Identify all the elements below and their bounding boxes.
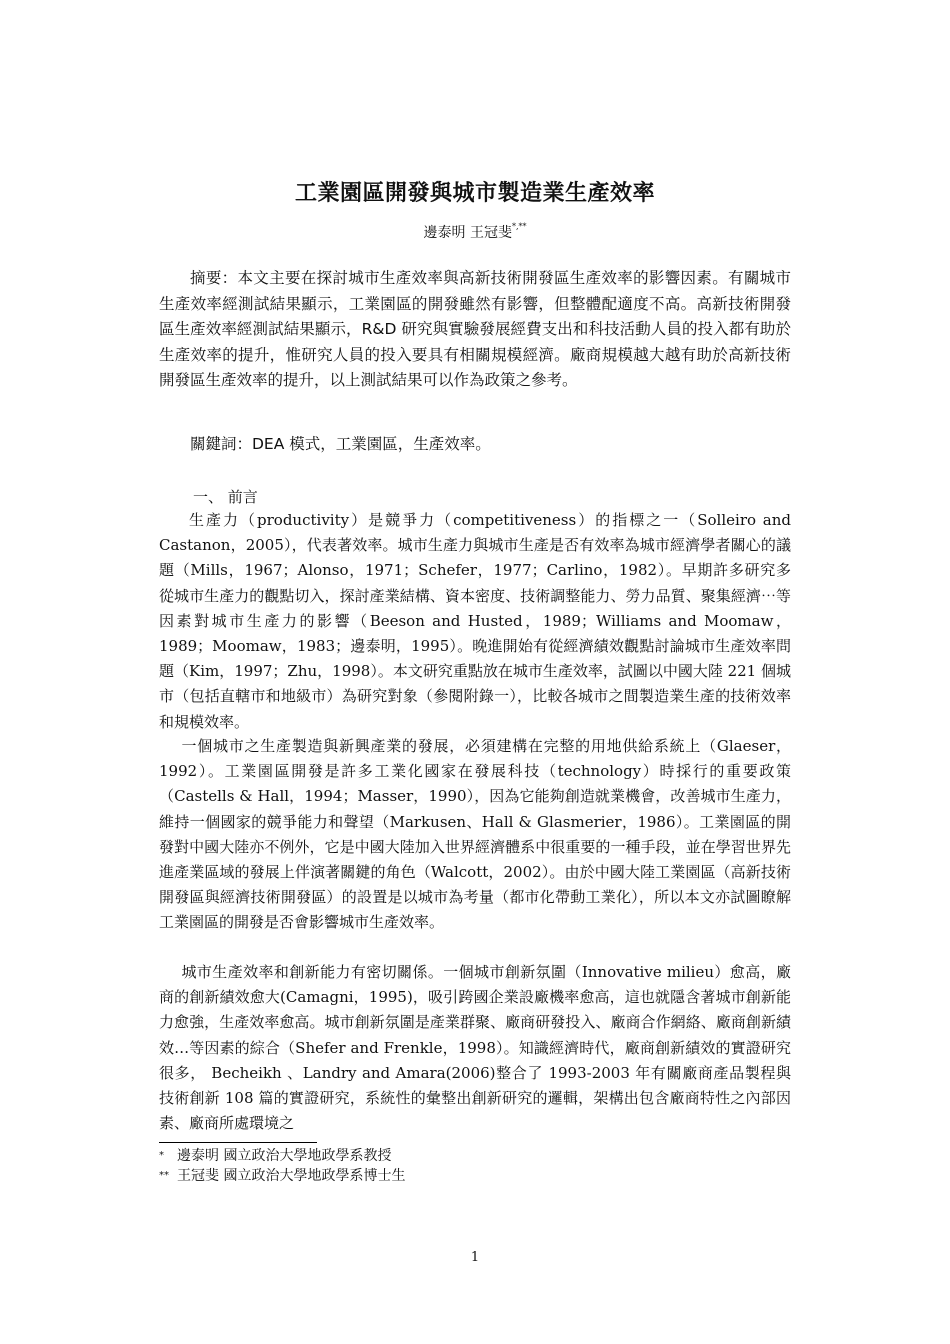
author-line <box>0 222 950 242</box>
footnote-text: 王冠斐 國立政治大學地政學系博士生 <box>177 1168 406 1184</box>
body-paragraph-1: 生產力（productivity）是競爭力（competitiveness）的指標之一（Solleiro and Castanon，2005），代表著效率。城市生產力與城市生產是否有效率為城市經濟學者關心的議題（Mills，1967；Alonso，1971；Schefer，1977；Carlino，1982）。早期許多研究多從城市生產力的觀點切入，探討產業結構、資本密度、技術調整能力、勞力品質、聚集經濟⋯等因素對城市生產力的影響（Beeson and Husted，1989；Williams and Moomaw，1989；Moomaw，1983；邊泰明，1995）。晚進開始有從經濟績效觀點討論城市生產效率問題（Kim，1997；Zhu，1998）。本文研究重點放在城市生產效率，試圖以中國大陸 221 個城市（包括直轄市和地級市）為研究對象（參閱附錄一），比較各城市之間製造業生產的技術效率和規模效率。 <box>159 511 791 731</box>
section-heading: 一、 前言 <box>193 488 258 506</box>
keywords-line: 關鍵詞：DEA 模式，工業園區，生產效率。 <box>190 435 491 453</box>
page-number: 1 <box>470 1250 480 1265</box>
abstract-paragraph: 摘要：本文主要在探討城市生產效率與高新技術開發區生產效率的影響因素。有關城市生產效率經測試結果顯示，工業園區的開發雖然有影響，但整體配適度不高。高新技術開發區生產效率經測試結果顯示，R&D 研究與實驗發展經費支出和科技活動人員的投入都有助於生產效率的提升，惟研究人員的投入要具有相關規模經濟。廠商規模越大越有助於高新技術開發區生產效率的提升，以上測試結果可以作為政策之參考。 <box>159 269 791 390</box>
author-footnote-marks: *,** <box>511 222 527 231</box>
footnote-2 <box>159 1166 791 1186</box>
footnote-divider <box>159 1142 317 1143</box>
footnotes <box>159 1146 791 1186</box>
body-paragraph-2: 一個城市之生產製造與新興產業的發展，必須建構在完整的用地供給系統上（Glaeser，1992）。工業園區開發是許多工業化國家在發展科技（technology）時採行的重要政策（Castells & Hall，1994；Masser，1990），因為它能夠創造就業機會，改善城市生產力，維持一個國家的競爭能力和聲望（Markusen、Hall & Glasmerier，1986）。工業園區的開發對中國大陸亦不例外，它是中國大陸加入世界經濟體系中很重要的一種手段，並在學習世界先進產業區域的發展上伴演著關鍵的角色（Walcott，2002）。由於中國大陸工業園區（高新技術開發區與經濟技術開發區）的設置是以城市為考量（都市化帶動工業化），所以本文亦試圖瞭解工業園區的開發是否會影響城市生產效率。 <box>159 737 791 932</box>
body-paragraph-3: 城市生產效率和創新能力有密切關係。一個城市創新氛圍（Innovative milieu）愈高，廠商的創新績效愈大(Camagni，1995)，吸引跨國企業設廠機率愈高，這也就隱含著城市創新能力愈強，生產效率愈高。城市創新氛圍是產業群聚、廠商研發投入、廠商合作網絡、廠商創新績效…等因素的綜合（Shefer and Frenkle，1998）。知識經濟時代，廠商創新績效的實證研究很多， Becheikh 、Landry and Amara(2006)整合了 1993-2003 年有關廠商產品製程與技術創新 108 篇的實證研究，系統性的彙整出創新研究的邏輯，架構出包含廠商特性之內部因素、廠商所處環境之 <box>159 963 791 1133</box>
footnote-1 <box>159 1146 791 1166</box>
footnote-mark: * <box>159 1150 164 1161</box>
paper-title: 工業園區開發與城市製造業生產效率 <box>294 181 655 206</box>
footnote-text: 邊泰明 國立政治大學地政學系教授 <box>177 1148 392 1164</box>
footnote-mark: ** <box>159 1170 169 1181</box>
author-names: 邊泰明 王冠斐 <box>423 225 512 241</box>
